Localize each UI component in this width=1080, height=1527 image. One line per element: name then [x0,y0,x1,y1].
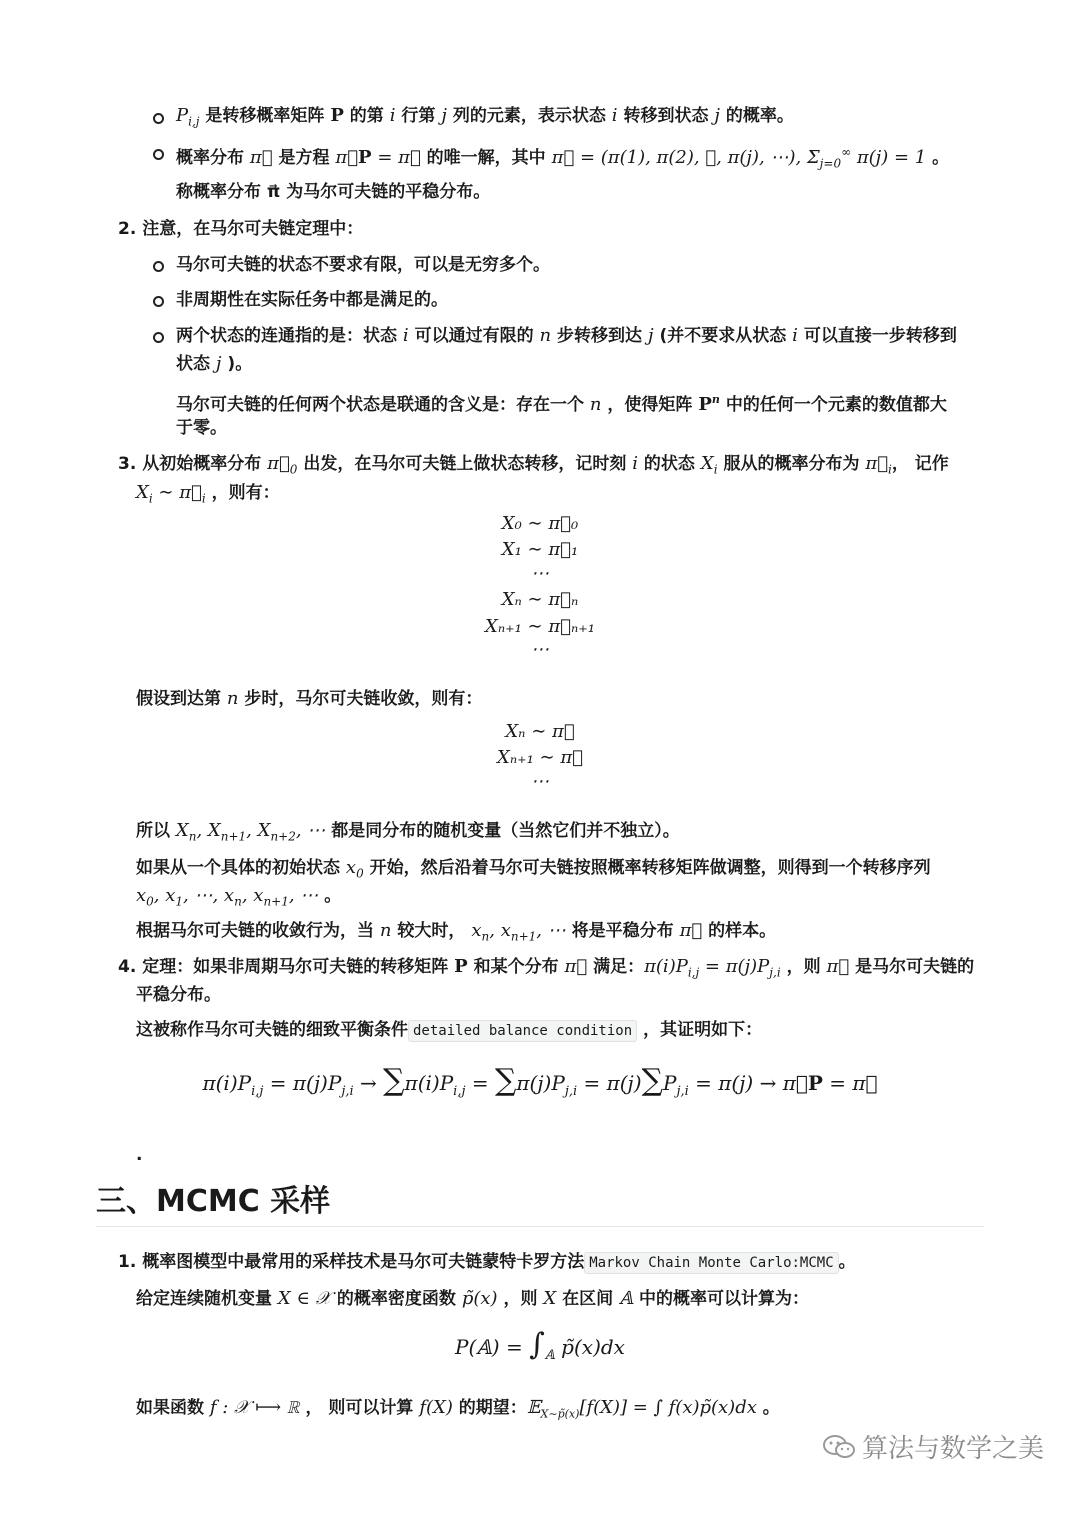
eq-conv-0: Xₙ ∼ π⃗ [505,721,575,742]
stationary-definition: 称概率分布 π⃗ 为马尔可夫链的平稳分布。 [176,182,491,202]
bullet-circle [153,296,164,307]
section-heading: 三、MCMC 采样 [96,1184,331,1219]
bullet-aperiodic: 非周期性在实际任务中都是满足的。 [176,290,448,310]
eq-prob: P(𝔸) = $\int_𝔸$ p̃(x)dx [455,1327,625,1363]
expectation-line: 如果函数 f : 𝒳 ⟼ ℝ ， 则可以计算 f(X) 的期望：𝔼$_{X\sim p̃(x)}$[f(X)] = ∫ f(x)p̃(x)dx 。 [136,1397,780,1421]
bullet-circle [153,149,164,160]
samples-statement: 根据马尔可夫链的收敛行为，当 n 较大时， $x_n$, $x_{n+1}$, ⋯ 将是平稳分布 π⃗ 的样本。 [136,920,777,944]
list-item-4-cont: 平稳分布。 [136,985,221,1005]
bullet-stationary-equation: 概率分布 π⃗ 是方程 π⃗P = π⃗ 的唯一解，其中 π⃗ = (π(1), π(2), ⋯, π(j), ⋯), $\Sigma_{j=0}^\infty$ π(j) = 1 。 [176,145,950,171]
transition-sequence: 如果从一个具体的初始状态 $x_0$ 开始，然后沿着马尔可夫链按照概率转移矩阵做调整，则得到一个转移序列 [136,857,931,881]
mcmc-item-1: 1. 概率图模型中最常用的采样技术是马尔可夫链蒙特卡罗方法 Markov Chain Monte Carlo:MCMC 。 [118,1252,856,1272]
detailed-balance-line: 这被称作马尔可夫链的细致平衡条件 detailed balance condition ，其证明如下： [136,1020,763,1040]
eq-conv-2: ⋯ [531,771,549,792]
bullet-circle [153,113,164,124]
wechat-icon [822,1434,856,1460]
bullet-connectivity-cont: 状态 j )。 [176,353,253,374]
eq-seq-0: X₀ ∼ π⃗₀ [501,513,579,534]
bullet-circle [153,332,164,343]
watermark-text: 算法与数学之美 [862,1434,1045,1464]
eq-seq-4: Xₙ₊₁ ∼ π⃗ₙ₊₁ [485,616,595,637]
heading-rule [96,1226,984,1227]
trailing-dot: . [136,1145,143,1165]
transition-sequence-cont: $x_0$, $x_1$, ⋯, $x_n$, $x_{n+1}$, ⋯ 。 [136,885,342,909]
eq-seq-3: Xₙ ∼ π⃗ₙ [501,589,579,610]
eq-seq-5: ⋯ [531,639,549,660]
eq-seq-2: ⋯ [531,563,549,584]
code-mcmc: Markov Chain Monte Carlo:MCMC [584,1252,838,1274]
watermark [822,1428,1044,1465]
assume-converge: 假设到达第 n 步时，马尔可夫链收敛，则有： [136,688,483,709]
same-distribution: 所以 $X_n$, $X_{n+1}$, $X_{n+2}$, ⋯ 都是同分布的随机变量（当然它们并不独立）。 [136,820,680,844]
bullet-connectivity: 两个状态的连通指的是：状态 i 可以通过有限的 n 步转移到达 j (并不要求从状态 i 可以直接一步转移到 [176,325,957,346]
bullet-infinite-states: 马尔可夫链的状态不要求有限，可以是无穷多个。 [176,255,550,275]
eq-proof: $\pi(i)P_{i,j} = \pi(j)P_{j,i} \to \sum\pi(i)P_{i,j} = \sum\pi(j)P_{j,i} = \pi(j)\sum P_{j,i} = \pi(j)$ → π⃗P = π⃗ [202,1063,878,1099]
eq-seq-1: X₁ ∼ π⃗₁ [501,539,579,560]
bullet-circle [153,261,164,272]
code-detailed-balance: detailed balance condition [408,1020,637,1042]
bullet-transition-element: $P_{i,j}$ 是转移概率矩阵 P 的第 i 行第 j 列的元素，表示状态 i 转移到状态 j 的概率。 [176,105,794,129]
list-item-2: 2. 注意，在马尔可夫链定理中： [118,219,364,239]
eq-conv-1: Xₙ₊₁ ∼ π⃗ [497,747,583,768]
connectivity-meaning: 马尔可夫链的任何两个状态是联通的含义是：存在一个 n ，使得矩阵 $P^n$ 中的任何一个元素的数值都大 [176,393,947,415]
list-item-3-cont: $X_i$ ∼ $\pi⃗_i$ ，则有： [136,482,280,506]
connectivity-meaning-cont: 于零。 [176,418,227,438]
given-density: 给定连续随机变量 X ∈ 𝒳 的概率密度函数 p̃(x) ，则 X 在区间 𝔸 中的概率可以计算为： [136,1288,809,1309]
list-item-3: 3. 从初始概率分布 $\pi⃗_0$ 出发，在马尔可夫链上做状态转移，记时刻 i 的状态 $X_i$ 服从的概率分布为 $\pi⃗_i$， 记作 [118,453,949,477]
list-item-4: 4. 定理：如果非周期马尔可夫链的转移矩阵 P 和某个分布 π⃗ 满足：$\pi(i)P_{i,j} = \pi(j)P_{j,i}$ ，则 π⃗ 是马尔可夫链的 [118,956,975,980]
